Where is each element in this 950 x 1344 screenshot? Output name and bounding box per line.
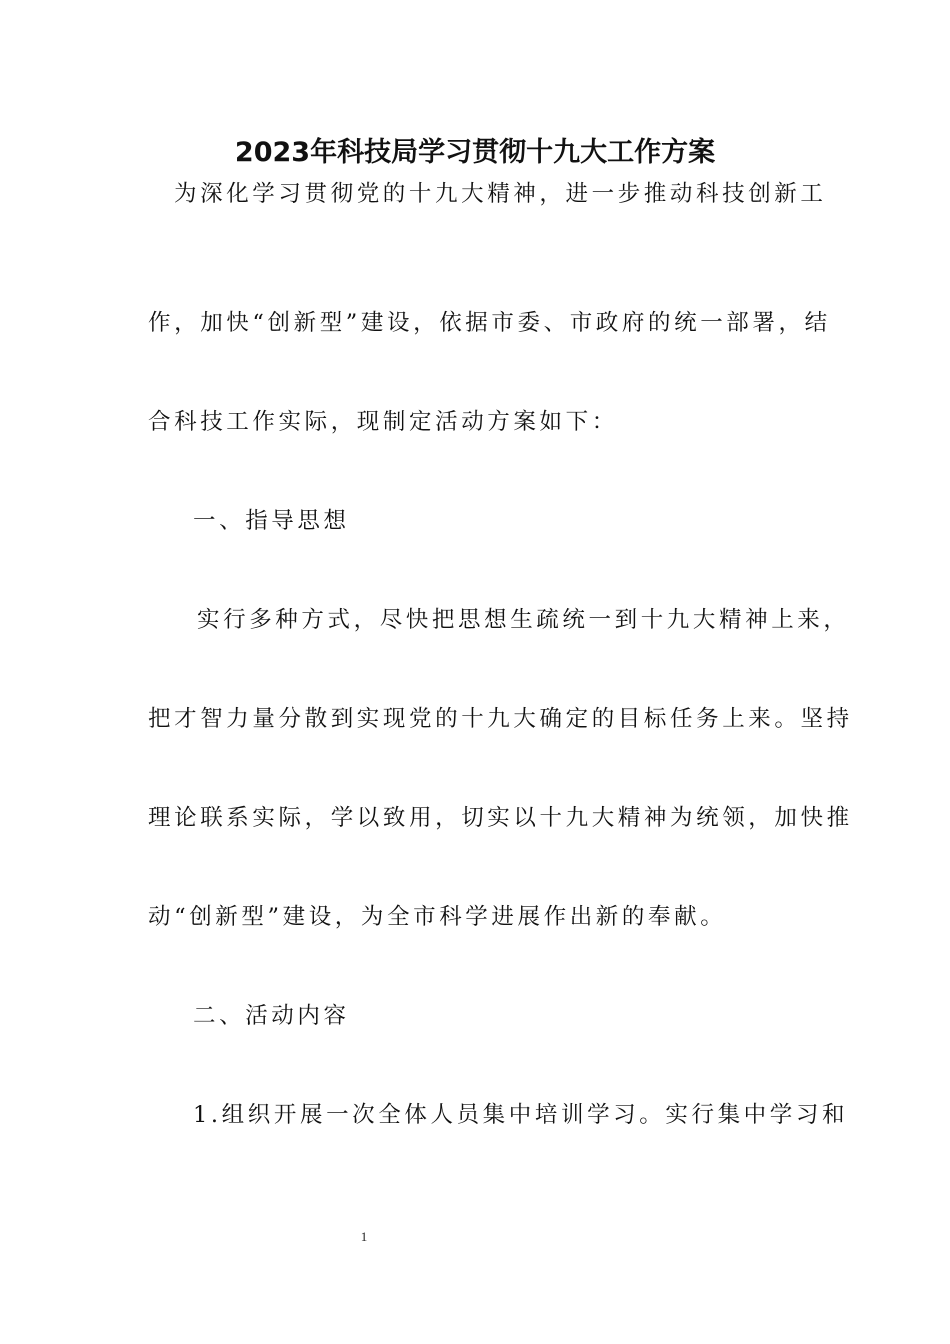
section-heading: 一、指导思想 [193,508,350,534]
paragraph-line: 合科技工作实际，现制定活动方案如下： [148,409,618,435]
paragraph-line: 理论联系实际，学以致用，切实以十九大精神为统领，加快推 [148,805,853,831]
paragraph-line: 动“创新型”建设，为全市科学进展作出新的奉献。 [148,904,727,930]
paragraph-line: 1.组织开展一次全体人员集中培训学习。实行集中学习和 [193,1102,849,1128]
paragraph-line: 为深化学习贯彻党的十九大精神，进一步推动科技创新工 [174,181,827,207]
page-number: 1 [360,1229,368,1244]
paragraph-line: 实行多种方式，尽快把思想生疏统一到十九大精神上来， [197,607,850,633]
paragraph-line: 把才智力量分散到实现党的十九大确定的目标任务上来。坚持 [148,706,853,732]
paragraph-line: 作，加快“创新型”建设，依据市委、市政府的统一部署，结 [148,310,831,336]
document-title: 2023年科技局学习贯彻十九大工作方案 [234,137,716,168]
section-heading: 二、活动内容 [193,1003,350,1029]
